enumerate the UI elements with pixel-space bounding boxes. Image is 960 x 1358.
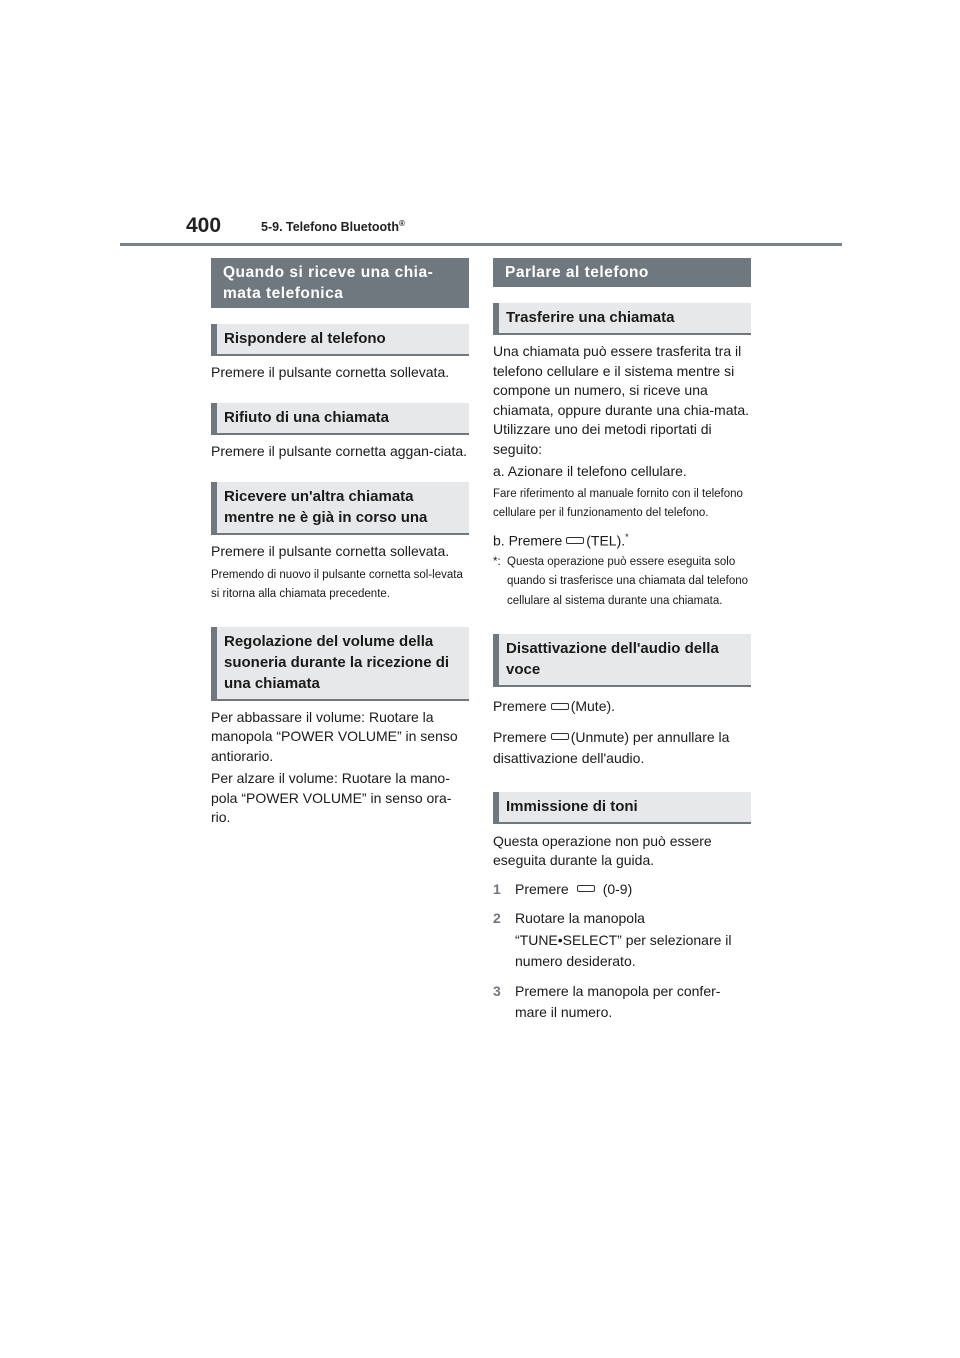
mute-suffix: (Mute). (570, 698, 616, 715)
step-2 (493, 908, 751, 973)
call-waiting-note: Premendo di nuovo il pulsante cornetta sol-levata si ritorna alla chiamata precedente. (211, 568, 463, 600)
running-header (261, 219, 405, 234)
step-2-text: Ruotare la manopola “TUNE•SELECT” per selezionare il numero desiderato. (515, 910, 732, 970)
tones-steps (493, 879, 751, 1024)
tones-text: Questa operazione non può essere eseguita durante la guida. (493, 832, 712, 869)
volume-down-text: Per abbassare il volume: Ruotare la manopola “POWER VOLUME” in senso antiorario. (211, 708, 458, 764)
transfer-option-a-note: Fare riferimento al manuale fornito con il telefono cellulare per il funzionamento del telefono. (493, 487, 743, 519)
header-rule (120, 243, 842, 246)
volume-up-text: Per alzare il volume: Ruotare la mano-pola “POWER VOLUME” in senso ora-rio. (211, 770, 452, 825)
transfer-footnote (493, 553, 751, 612)
subheading-reject: Rifiuto di una chiamata (211, 403, 469, 435)
step-1-number: 1 (493, 880, 501, 897)
transfer-option-a: a. Azionare il telefono cellulare. (493, 463, 687, 479)
registered-mark: ® (398, 219, 405, 228)
unmute-line (493, 727, 751, 769)
subheading-ringer-volume: Regolazione del volume della suoneria durante la ricezione di una chiamata (211, 627, 469, 701)
left-column (211, 258, 469, 828)
step-1-suffix: (0-9) (602, 880, 633, 897)
step-1-text (515, 879, 632, 901)
step-1-prefix: Premere (515, 880, 569, 897)
keypad-button-icon (577, 885, 595, 892)
main-heading-talking: Parlare al telefono (493, 258, 751, 287)
answer-text: Premere il pulsante cornetta sollevata. (211, 364, 450, 380)
option-b-suffix: (TEL). (586, 532, 626, 549)
subheading-mute: Disattivazione dell'audio della voce (493, 634, 751, 687)
subheading-call-waiting: Ricevere un'altra chiamata mentre ne è già in corso una (211, 482, 469, 535)
footnote-text: Questa operazione può essere eseguita solo quando si trasferisce una chiamata dal telefono cellulare al sistema durante una chiamata. (507, 555, 749, 607)
reject-text: Premere il pulsante cornetta aggan-ciata. (211, 442, 468, 459)
step-3 (493, 981, 751, 1024)
unmute-button-icon (551, 733, 569, 740)
step-2-number: 2 (493, 910, 501, 927)
section-title: 5-9. Telefono Bluetooth (261, 220, 399, 235)
right-column (493, 258, 751, 1024)
unmute-suffix: (Unmute) per annullare la disattivazione dell'audio. (493, 728, 730, 766)
transfer-text: Una chiamata può essere trasferita tra il telefono cellulare e il sistema mentre si compone un numero, si riceve una chiamata, oppure durante una chia-mata. Utilizzare uno dei metodi riportati di seguito: (493, 343, 750, 457)
mute-line (493, 697, 751, 717)
mute-button-icon (551, 703, 569, 710)
step-3-number: 3 (493, 982, 501, 999)
tel-button-icon (566, 537, 584, 544)
option-b-mark: * (625, 531, 629, 542)
step-3-text: Premere la manopola per confer-mare il numero. (515, 982, 721, 1021)
mute-prefix: Premere (493, 698, 547, 715)
transfer-option-b (493, 528, 751, 551)
unmute-prefix: Premere (493, 728, 547, 745)
page-number: 400 (186, 214, 222, 237)
call-waiting-text: Premere il pulsante cornetta sollevata. (211, 543, 450, 559)
footnote-mark: *: (493, 555, 501, 568)
main-heading-receive-call: Quando si riceve una chia-mata telefonica (211, 258, 469, 308)
subheading-transfer: Trasferire una chiamata (493, 303, 751, 335)
step-1 (493, 879, 751, 901)
subheading-tones: Immissione di toni (493, 792, 751, 824)
subheading-answer: Rispondere al telefono (211, 324, 469, 356)
option-b-prefix: b. Premere (493, 532, 563, 549)
